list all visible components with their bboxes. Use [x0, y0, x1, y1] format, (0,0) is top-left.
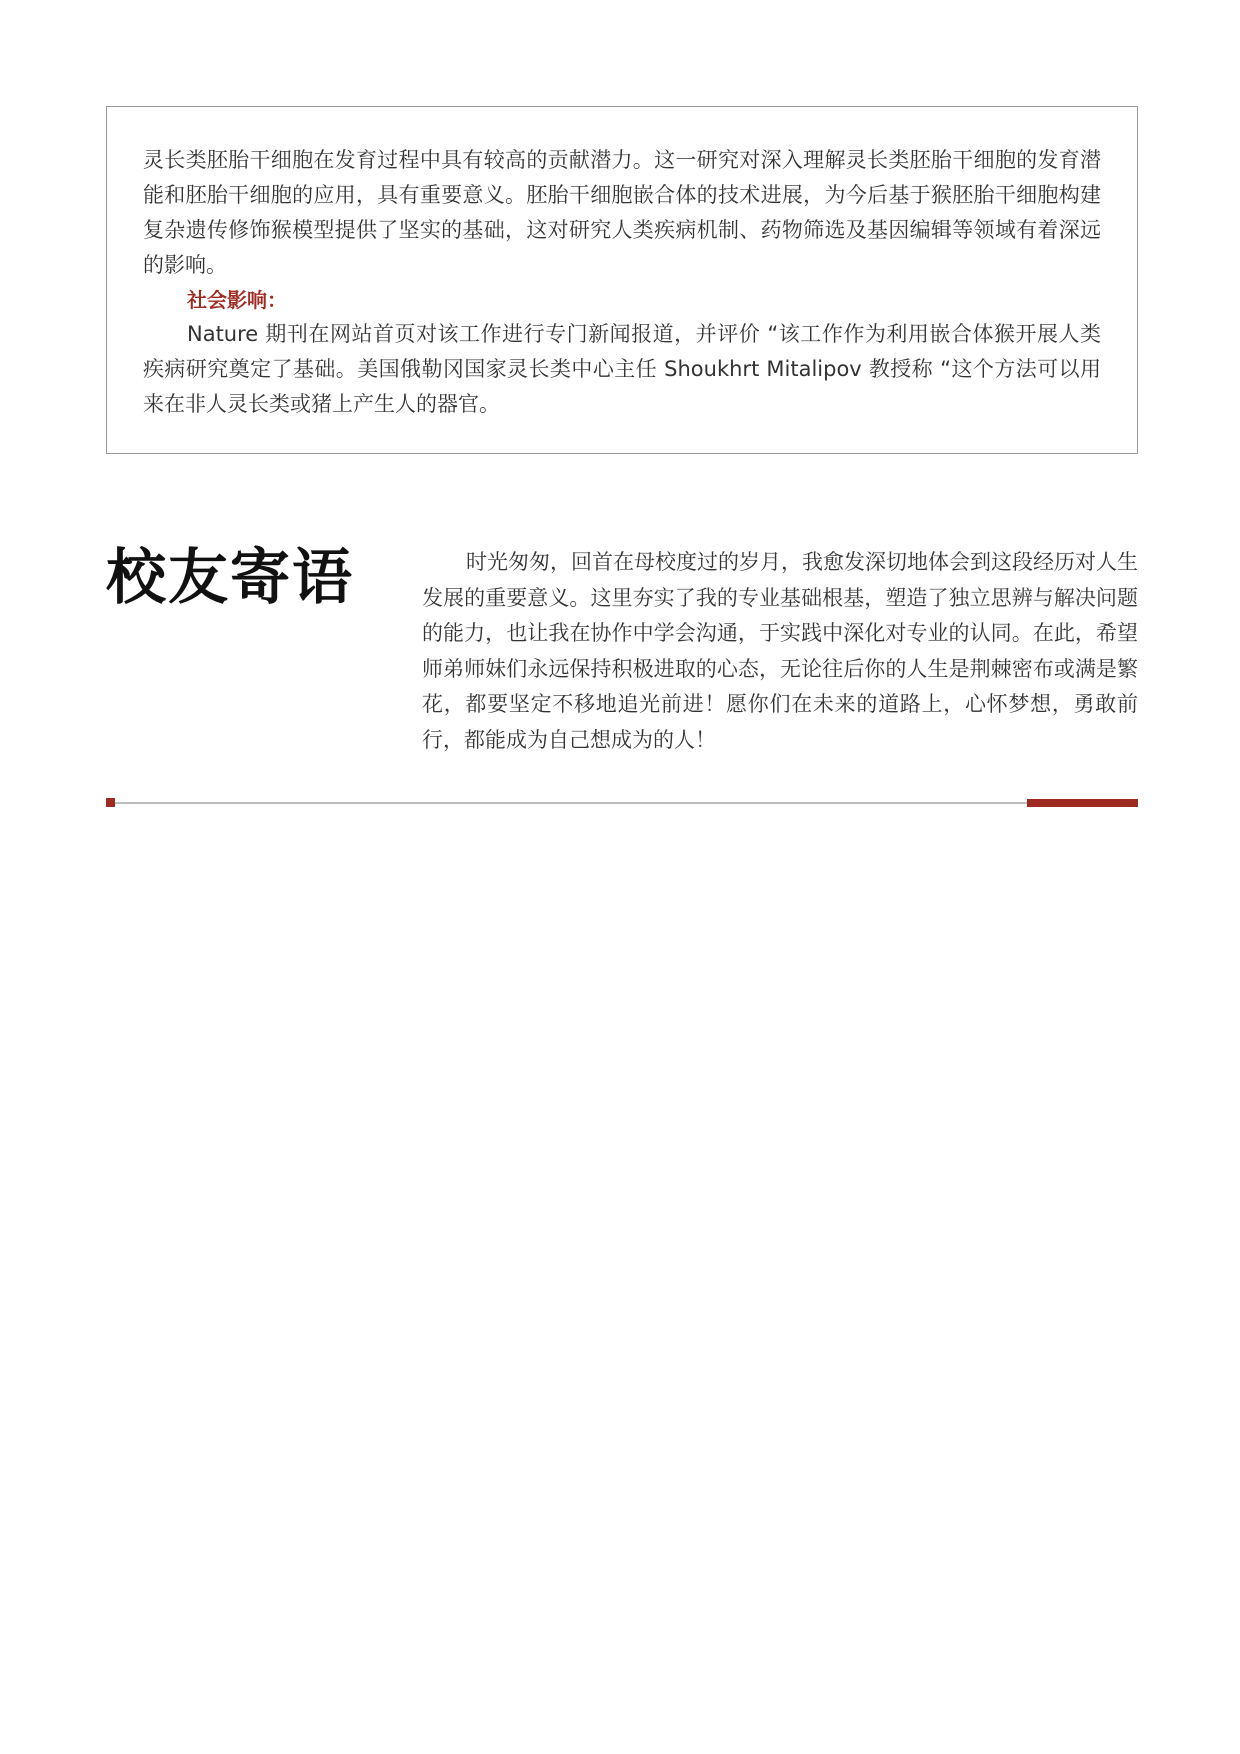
divider-line: [115, 802, 1027, 804]
research-summary-box: [106, 106, 1138, 454]
alumni-message-title: 校友寄语: [106, 543, 354, 613]
alumni-message-text: 时光匆匆，回首在母校度过的岁月，我愈发深切地体会到这段经历对人生发展的重要意义。这里夯实了我的专业基础根基，塑造了独立思辨与解决问题的能力，也让我在协作中学会沟通，于实践中深化对专业的认同。在此，希望师弟师妹们永远保持积极进取的心态，无论往后你的人生是荆棘密布或满是繁花，都要坚定不移地追光前进！愿你们在未来的道路上，心怀梦想，勇敢前行，都能成为自己想成为的人！: [422, 550, 1138, 752]
social-impact-heading: 社会影响：: [187, 288, 287, 312]
research-summary-paragraph: 灵长类胚胎干细胞在发育过程中具有较高的贡献潜力。这一研究对深入理解灵长类胚胎干细胞的发育潜能和胚胎干细胞的应用，具有重要意义。胚胎干细胞嵌合体的技术进展，为今后基于猴胚胎干细胞构建复杂遗传修饰猴模型提供了坚实的基础，这对研究人类疾病机制、药物筛选及基因编辑等领域有着深远的影响。: [143, 148, 1101, 277]
social-impact-text: Nature 期刊在网站首页对该工作进行专门新闻报道，并评价 “该工作作为利用嵌合体猴开展人类疾病研究奠定了基础。美国俄勒冈国家灵长类中心主任 Shoukhrt Mitalipov 教授称 “这个方法可以用来在非人灵长类或猪上产生人的器官。: [143, 322, 1101, 416]
divider-dot: [106, 798, 115, 807]
divider-accent-bar: [1027, 799, 1138, 807]
